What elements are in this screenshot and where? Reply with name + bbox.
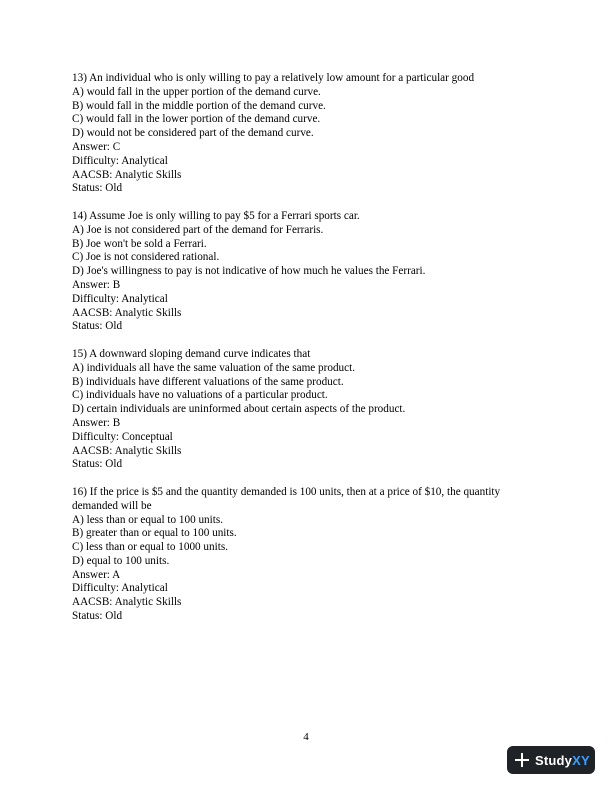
option-a: A) individuals all have the same valuation of the same product.	[72, 361, 356, 374]
option-d: D) would not be considered part of the demand curve.	[72, 127, 314, 140]
difficulty-line: Difficulty: Conceptual	[72, 430, 173, 443]
option-d: D) Joe's willingness to pay is not indicative of how much he values the Ferrari.	[72, 265, 426, 278]
option-b: B) would fall in the middle portion of the demand curve.	[72, 99, 326, 112]
difficulty-line: Difficulty: Analytical	[72, 154, 168, 167]
question-stem: 14) Assume Joe is only willing to pay $5 for a Ferrari sports car.	[72, 209, 360, 222]
answer-line: Answer: A	[72, 568, 121, 581]
page-content	[72, 72, 542, 638]
option-a: A) would fall in the upper portion of the demand curve.	[72, 85, 321, 98]
option-c: C) Joe is not considered rational.	[72, 251, 220, 264]
answer-line: Answer: B	[72, 416, 121, 429]
question-15	[72, 348, 542, 472]
answer-line: Answer: C	[72, 140, 121, 153]
brand-main: Study	[535, 752, 573, 768]
status-line: Status: Old	[72, 458, 123, 471]
option-c: C) individuals have no valuations of a particular product.	[72, 389, 328, 402]
option-d: D) equal to 100 units.	[72, 554, 170, 567]
aacsb-line: AACSB: Analytic Skills	[72, 596, 182, 609]
question-13	[72, 72, 542, 196]
aacsb-line: AACSB: Analytic Skills	[72, 306, 182, 319]
question-14	[72, 210, 542, 334]
option-c: C) less than or equal to 1000 units.	[72, 541, 228, 554]
option-d: D) certain individuals are uninformed about certain aspects of the product.	[72, 403, 406, 416]
question-stem: 13) An individual who is only willing to pay a relatively low amount for a particular good	[72, 72, 475, 84]
question-stem: 16) If the price is $5 and the quantity demanded is 100 units, then at a price of $10, the quantity demanded will be	[72, 485, 501, 512]
option-b: B) individuals have different valuations of the same product.	[72, 375, 344, 388]
option-a: A) Joe is not considered part of the demand for Ferraris.	[72, 223, 324, 236]
plus-icon	[515, 753, 529, 767]
option-c: C) would fall in the lower portion of the demand curve.	[72, 113, 321, 126]
studyxy-logo-text	[535, 753, 590, 768]
studyxy-badge[interactable]	[507, 746, 595, 774]
option-a: A) less than or equal to 100 units.	[72, 513, 224, 526]
brand-accent: XY	[572, 752, 590, 768]
page-number: 4	[303, 731, 309, 743]
aacsb-line: AACSB: Analytic Skills	[72, 168, 182, 181]
answer-line: Answer: B	[72, 278, 121, 291]
question-stem: 15) A downward sloping demand curve indicates that	[72, 347, 311, 360]
status-line: Status: Old	[72, 320, 123, 333]
difficulty-line: Difficulty: Analytical	[72, 292, 168, 305]
option-b: B) greater than or equal to 100 units.	[72, 527, 237, 540]
option-b: B) Joe won't be sold a Ferrari.	[72, 237, 207, 250]
status-line: Status: Old	[72, 610, 123, 623]
difficulty-line: Difficulty: Analytical	[72, 582, 168, 595]
question-16	[72, 486, 542, 624]
aacsb-line: AACSB: Analytic Skills	[72, 444, 182, 457]
status-line: Status: Old	[72, 182, 123, 195]
